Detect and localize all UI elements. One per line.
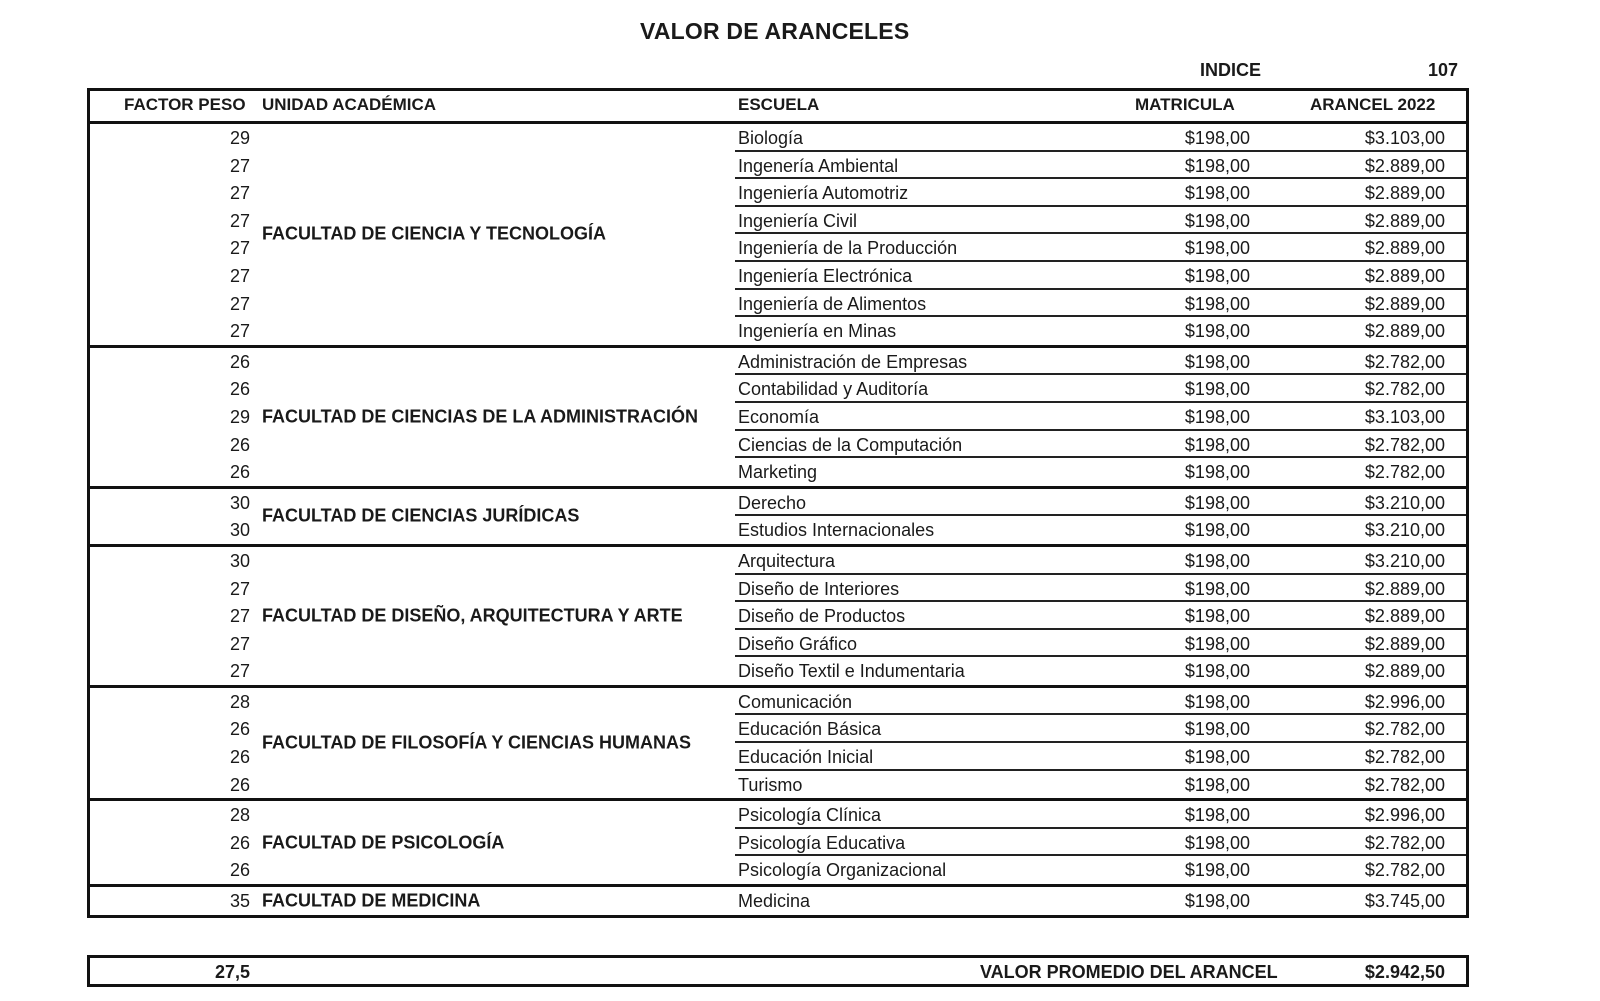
arancel-cell: $2.782,00: [1364, 434, 1445, 455]
faculty-group: [90, 887, 1466, 915]
arancel-cell: $2.889,00: [1364, 661, 1445, 682]
average-label: VALOR PROMEDIO DEL ARANCEL: [980, 962, 1278, 982]
escuela-cell: Diseño de Interiores: [738, 578, 900, 599]
factor-peso-cell: 27: [229, 210, 250, 231]
header-escuela: ESCUELA: [738, 95, 820, 114]
table-row: [90, 403, 1466, 431]
matricula-cell: $198,00: [1184, 550, 1250, 571]
matricula-cell: $198,00: [1184, 832, 1250, 853]
faculty-group: [90, 489, 1466, 547]
faculty-groups: [90, 124, 1466, 915]
arancel-cell: $2.782,00: [1364, 747, 1445, 768]
faculty-name: FACULTAD DE CIENCIAS JURÍDICAS: [262, 505, 580, 526]
factor-peso-cell: 26: [229, 832, 250, 853]
factor-peso-cell: 26: [229, 379, 250, 400]
factor-peso-cell: 26: [229, 719, 250, 740]
faculty-name: FACULTAD DE MEDICINA: [262, 890, 481, 911]
factor-peso-cell: 27: [229, 238, 250, 259]
arancel-cell: $2.889,00: [1364, 633, 1445, 654]
table-row: [90, 375, 1466, 403]
arancel-cell: $3.210,00: [1364, 520, 1445, 541]
arancel-cell: $2.889,00: [1364, 155, 1445, 176]
arancel-cell: $2.889,00: [1364, 238, 1445, 259]
arancel-cell: $2.889,00: [1364, 321, 1445, 342]
arancel-cell: $2.782,00: [1364, 832, 1445, 853]
escuela-cell: Derecho: [738, 492, 807, 513]
arancel-cell: $2.782,00: [1364, 719, 1445, 740]
table-row: [90, 290, 1466, 318]
escuela-cell: Educación Inicial: [738, 747, 874, 768]
table-row: [90, 179, 1466, 207]
escuela-cell: Turismo: [738, 774, 803, 795]
arancel-cell: $2.996,00: [1364, 691, 1445, 712]
escuela-cell: Administración de Empresas: [738, 351, 968, 372]
arancel-cell: $2.889,00: [1364, 578, 1445, 599]
faculty-group: [90, 688, 1466, 801]
matricula-cell: $198,00: [1184, 606, 1250, 627]
table-row: [90, 602, 1466, 630]
factor-peso-cell: 29: [229, 128, 250, 148]
table-row: [90, 262, 1466, 290]
matricula-cell: $198,00: [1184, 155, 1250, 176]
arancel-cell: $3.210,00: [1364, 492, 1445, 513]
faculty-group: [90, 124, 1466, 348]
matricula-cell: $198,00: [1184, 578, 1250, 599]
factor-peso-cell: 27: [229, 661, 250, 682]
matricula-cell: $198,00: [1184, 379, 1250, 400]
table-row: [90, 431, 1466, 459]
matricula-cell: $198,00: [1184, 406, 1250, 427]
arancel-cell: $2.782,00: [1364, 379, 1445, 400]
table-row: [90, 715, 1466, 743]
factor-peso-cell: 27: [229, 606, 250, 627]
arancel-cell: $3.745,00: [1364, 891, 1445, 912]
faculty-name: FACULTAD DE CIENCIA Y TECNOLOGÍA: [262, 223, 607, 244]
arancel-cell: $2.782,00: [1364, 774, 1445, 795]
table-row: [90, 348, 1466, 376]
table-row: [90, 743, 1466, 771]
factor-peso-cell: 35: [229, 891, 250, 912]
table-row: [90, 124, 1466, 152]
table-row: [90, 458, 1466, 486]
table-row: [90, 688, 1466, 716]
table-row: [90, 657, 1466, 685]
arancel-cell: $2.996,00: [1364, 805, 1445, 826]
escuela-cell: Diseño Textil e Indumentaria: [738, 661, 965, 682]
arancel-cell: $2.782,00: [1364, 351, 1445, 372]
matricula-cell: $198,00: [1184, 719, 1250, 740]
matricula-cell: $198,00: [1184, 691, 1250, 712]
factor-peso-cell: 27: [229, 633, 250, 654]
indice-value: 107: [1427, 60, 1458, 80]
factor-peso-cell: 27: [229, 265, 250, 286]
header-unidad-academica: UNIDAD ACADÉMICA: [262, 95, 437, 114]
escuela-cell: Arquitectura: [738, 550, 836, 571]
faculty-name: FACULTAD DE PSICOLOGÍA: [262, 832, 505, 853]
factor-peso-cell: 30: [229, 520, 250, 541]
header-matricula: MATRICULA: [1135, 95, 1235, 114]
factor-peso-cell: 30: [229, 550, 250, 571]
matricula-cell: $198,00: [1184, 520, 1250, 541]
escuela-cell: Ingeniería de la Producción: [738, 238, 958, 259]
arancel-cell: $2.889,00: [1364, 265, 1445, 286]
matricula-cell: $198,00: [1184, 633, 1250, 654]
faculty-name: FACULTAD DE DISEÑO, ARQUITECTURA Y ARTE: [262, 605, 683, 626]
table-row: [90, 630, 1466, 658]
factor-peso-cell: 26: [229, 462, 250, 483]
arancel-cell: $2.889,00: [1364, 293, 1445, 314]
escuela-cell: Ingeniería en Minas: [738, 321, 897, 342]
table-row: [90, 771, 1466, 799]
escuela-cell: Contabilidad y Auditoría: [738, 379, 929, 400]
escuela-cell: Psicología Educativa: [738, 832, 906, 853]
factor-peso-cell: 26: [229, 747, 250, 768]
table-row: [90, 516, 1466, 544]
arancel-cell: $3.103,00: [1364, 406, 1445, 427]
matricula-cell: $198,00: [1184, 238, 1250, 259]
escuela-cell: Diseño de Productos: [738, 606, 906, 627]
matricula-cell: $198,00: [1184, 351, 1250, 372]
table-header-row: [90, 91, 1466, 124]
matricula-cell: $198,00: [1184, 860, 1250, 881]
matricula-cell: $198,00: [1184, 492, 1250, 513]
average-factor-peso: 27,5: [214, 962, 250, 982]
factor-peso-cell: 27: [229, 321, 250, 342]
escuela-cell: Psicología Clínica: [738, 805, 882, 826]
escuela-cell: Ingenería Ambiental: [738, 155, 899, 176]
escuela-cell: Diseño Gráfico: [738, 633, 858, 654]
matricula-cell: $198,00: [1184, 434, 1250, 455]
arancel-cell: $2.889,00: [1364, 183, 1445, 204]
escuela-cell: Estudios Internacionales: [738, 520, 935, 541]
factor-peso-cell: 28: [229, 691, 250, 712]
table-row: [90, 887, 1466, 915]
table-row: [90, 856, 1466, 884]
table-row: [90, 317, 1466, 345]
escuela-cell: Economía: [738, 406, 820, 427]
matricula-cell: $198,00: [1184, 183, 1250, 204]
faculty-name: FACULTAD DE CIENCIAS DE LA ADMINISTRACIÓN: [262, 406, 698, 427]
factor-peso-cell: 26: [229, 860, 250, 881]
matricula-cell: $198,00: [1184, 293, 1250, 314]
header-factor-peso: FACTOR PESO: [124, 95, 246, 114]
escuela-cell: Biología: [738, 128, 804, 148]
matricula-cell: $198,00: [1184, 661, 1250, 682]
table-row: [90, 207, 1466, 235]
factor-peso-cell: 27: [229, 183, 250, 204]
escuela-cell: Medicina: [738, 891, 811, 912]
table-row: [90, 489, 1466, 517]
faculty-name: FACULTAD DE FILOSOFÍA Y CIENCIAS HUMANAS: [262, 732, 692, 753]
escuela-cell: Marketing: [738, 462, 818, 483]
escuela-cell: Psicología Organizacional: [738, 860, 947, 881]
matricula-cell: $198,00: [1184, 128, 1250, 148]
factor-peso-cell: 30: [229, 492, 250, 513]
arancel-cell: $2.889,00: [1364, 210, 1445, 231]
faculty-group: [90, 801, 1466, 887]
factor-peso-cell: 27: [229, 293, 250, 314]
table-row: [90, 234, 1466, 262]
table-row: [90, 152, 1466, 180]
table-row: [90, 547, 1466, 575]
matricula-cell: $198,00: [1184, 891, 1250, 912]
arancel-cell: $2.889,00: [1364, 606, 1445, 627]
escuela-cell: Ingeniería de Alimentos: [738, 293, 927, 314]
arancel-cell: $3.210,00: [1364, 550, 1445, 571]
factor-peso-cell: 26: [229, 774, 250, 795]
table-row: [90, 575, 1466, 603]
matricula-cell: $198,00: [1184, 774, 1250, 795]
faculty-group: [90, 547, 1466, 688]
table-row: [90, 801, 1466, 829]
tariff-table: [87, 88, 1469, 918]
factor-peso-cell: 27: [229, 155, 250, 176]
arancel-cell: $2.782,00: [1364, 860, 1445, 881]
matricula-cell: $198,00: [1184, 321, 1250, 342]
escuela-cell: Ingeniería Civil: [738, 210, 858, 231]
factor-peso-cell: 27: [229, 578, 250, 599]
header-arancel: ARANCEL 2022: [1310, 95, 1436, 114]
matricula-cell: $198,00: [1184, 805, 1250, 826]
arancel-cell: $3.103,00: [1364, 128, 1445, 148]
average-value: $2.942,50: [1364, 962, 1445, 982]
factor-peso-cell: 28: [229, 805, 250, 826]
arancel-cell: $2.782,00: [1364, 462, 1445, 483]
factor-peso-cell: 26: [229, 351, 250, 372]
table-row: [90, 829, 1466, 857]
matricula-cell: $198,00: [1184, 462, 1250, 483]
average-summary-box: [87, 955, 1469, 987]
matricula-cell: $198,00: [1184, 747, 1250, 768]
factor-peso-cell: 26: [229, 434, 250, 455]
escuela-cell: Ciencias de la Computación: [738, 434, 963, 455]
page-title: VALOR DE ARANCELES: [640, 18, 910, 44]
escuela-cell: Ingeniería Electrónica: [738, 265, 913, 286]
matricula-cell: $198,00: [1184, 210, 1250, 231]
indice-label: INDICE: [1200, 60, 1262, 80]
escuela-cell: Educación Básica: [738, 719, 882, 740]
escuela-cell: Comunicación: [738, 691, 853, 712]
faculty-group: [90, 348, 1466, 489]
escuela-cell: Ingeniería Automotriz: [738, 183, 909, 204]
matricula-cell: $198,00: [1184, 265, 1250, 286]
factor-peso-cell: 29: [229, 406, 250, 427]
